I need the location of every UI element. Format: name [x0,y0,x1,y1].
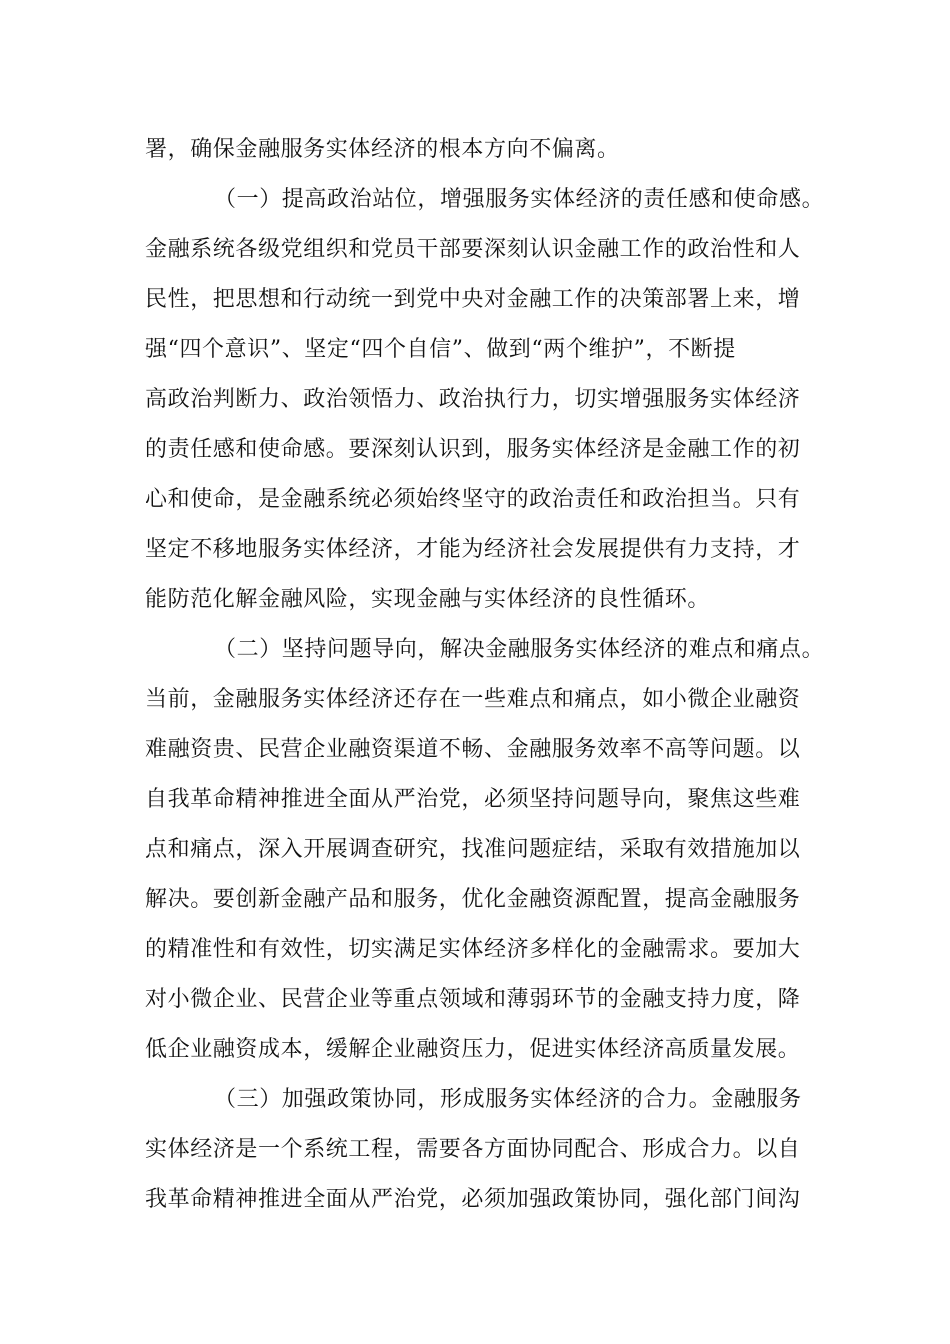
text-line: 民性，把思想和行动统一到党中央对金融工作的决策部署上来，增 [145,287,801,312]
section-heading-1: （一）提高政治站位，增强服务实体经济的责任感和使命感。 [214,187,825,212]
text-line: 强“四个意识”、坚定“四个自信”、做到“两个维护”，不断提 [145,337,736,362]
text-line: 我革命精神推进全面从严治党，必须加强政策协同，强化部门间沟 [145,1187,801,1212]
text-line: 点和痛点，深入开展调查研究，找准问题症结，采取有效措施加以 [145,837,801,862]
text-line: 难融资贵、民营企业融资渠道不畅、金融服务效率不高等问题。以 [145,737,801,762]
text-line: 坚定不移地服务实体经济，才能为经济社会发展提供有力支持，才 [145,537,801,562]
text-line: 解决。要创新金融产品和服务，优化金融资源配置，提高金融服务 [145,887,801,912]
text-line: 心和使命，是金融系统必须始终坚守的政治责任和政治担当。只有 [145,487,801,512]
text-line: 实体经济是一个系统工程，需要各方面协同配合、形成合力。以自 [145,1137,801,1162]
text-line: 署，确保金融服务实体经济的根本方向不偏离。 [145,137,620,162]
text-line: 当前，金融服务实体经济还存在一些难点和痛点，如小微企业融资 [145,687,801,712]
text-line: 金融系统各级党组织和党员干部要深刻认识金融工作的政治性和人 [145,237,801,262]
text-line: 高政治判断力、政治领悟力、政治执行力，切实增强服务实体经济 [145,387,801,412]
section-heading-3: （三）加强政策协同，形成服务实体经济的合力。金融服务 [214,1087,802,1112]
text-line: 对小微企业、民营企业等重点领域和薄弱环节的金融支持力度，降 [145,987,801,1012]
text-line: 的精准性和有效性，切实满足实体经济多样化的金融需求。要加大 [145,937,801,962]
text-line: 能防范化解金融风险，实现金融与实体经济的良性循环。 [145,587,711,612]
text-line: 低企业融资成本，缓解企业融资压力，促进实体经济高质量发展。 [145,1037,801,1062]
text-line: 自我革命精神推进全面从严治党，必须坚持问题导向，聚焦这些难 [145,787,801,812]
section-heading-2: （二）坚持问题导向，解决金融服务实体经济的难点和痛点。 [214,637,825,662]
text-line: 的责任感和使命感。要深刻认识到，服务实体经济是金融工作的初 [145,437,801,462]
